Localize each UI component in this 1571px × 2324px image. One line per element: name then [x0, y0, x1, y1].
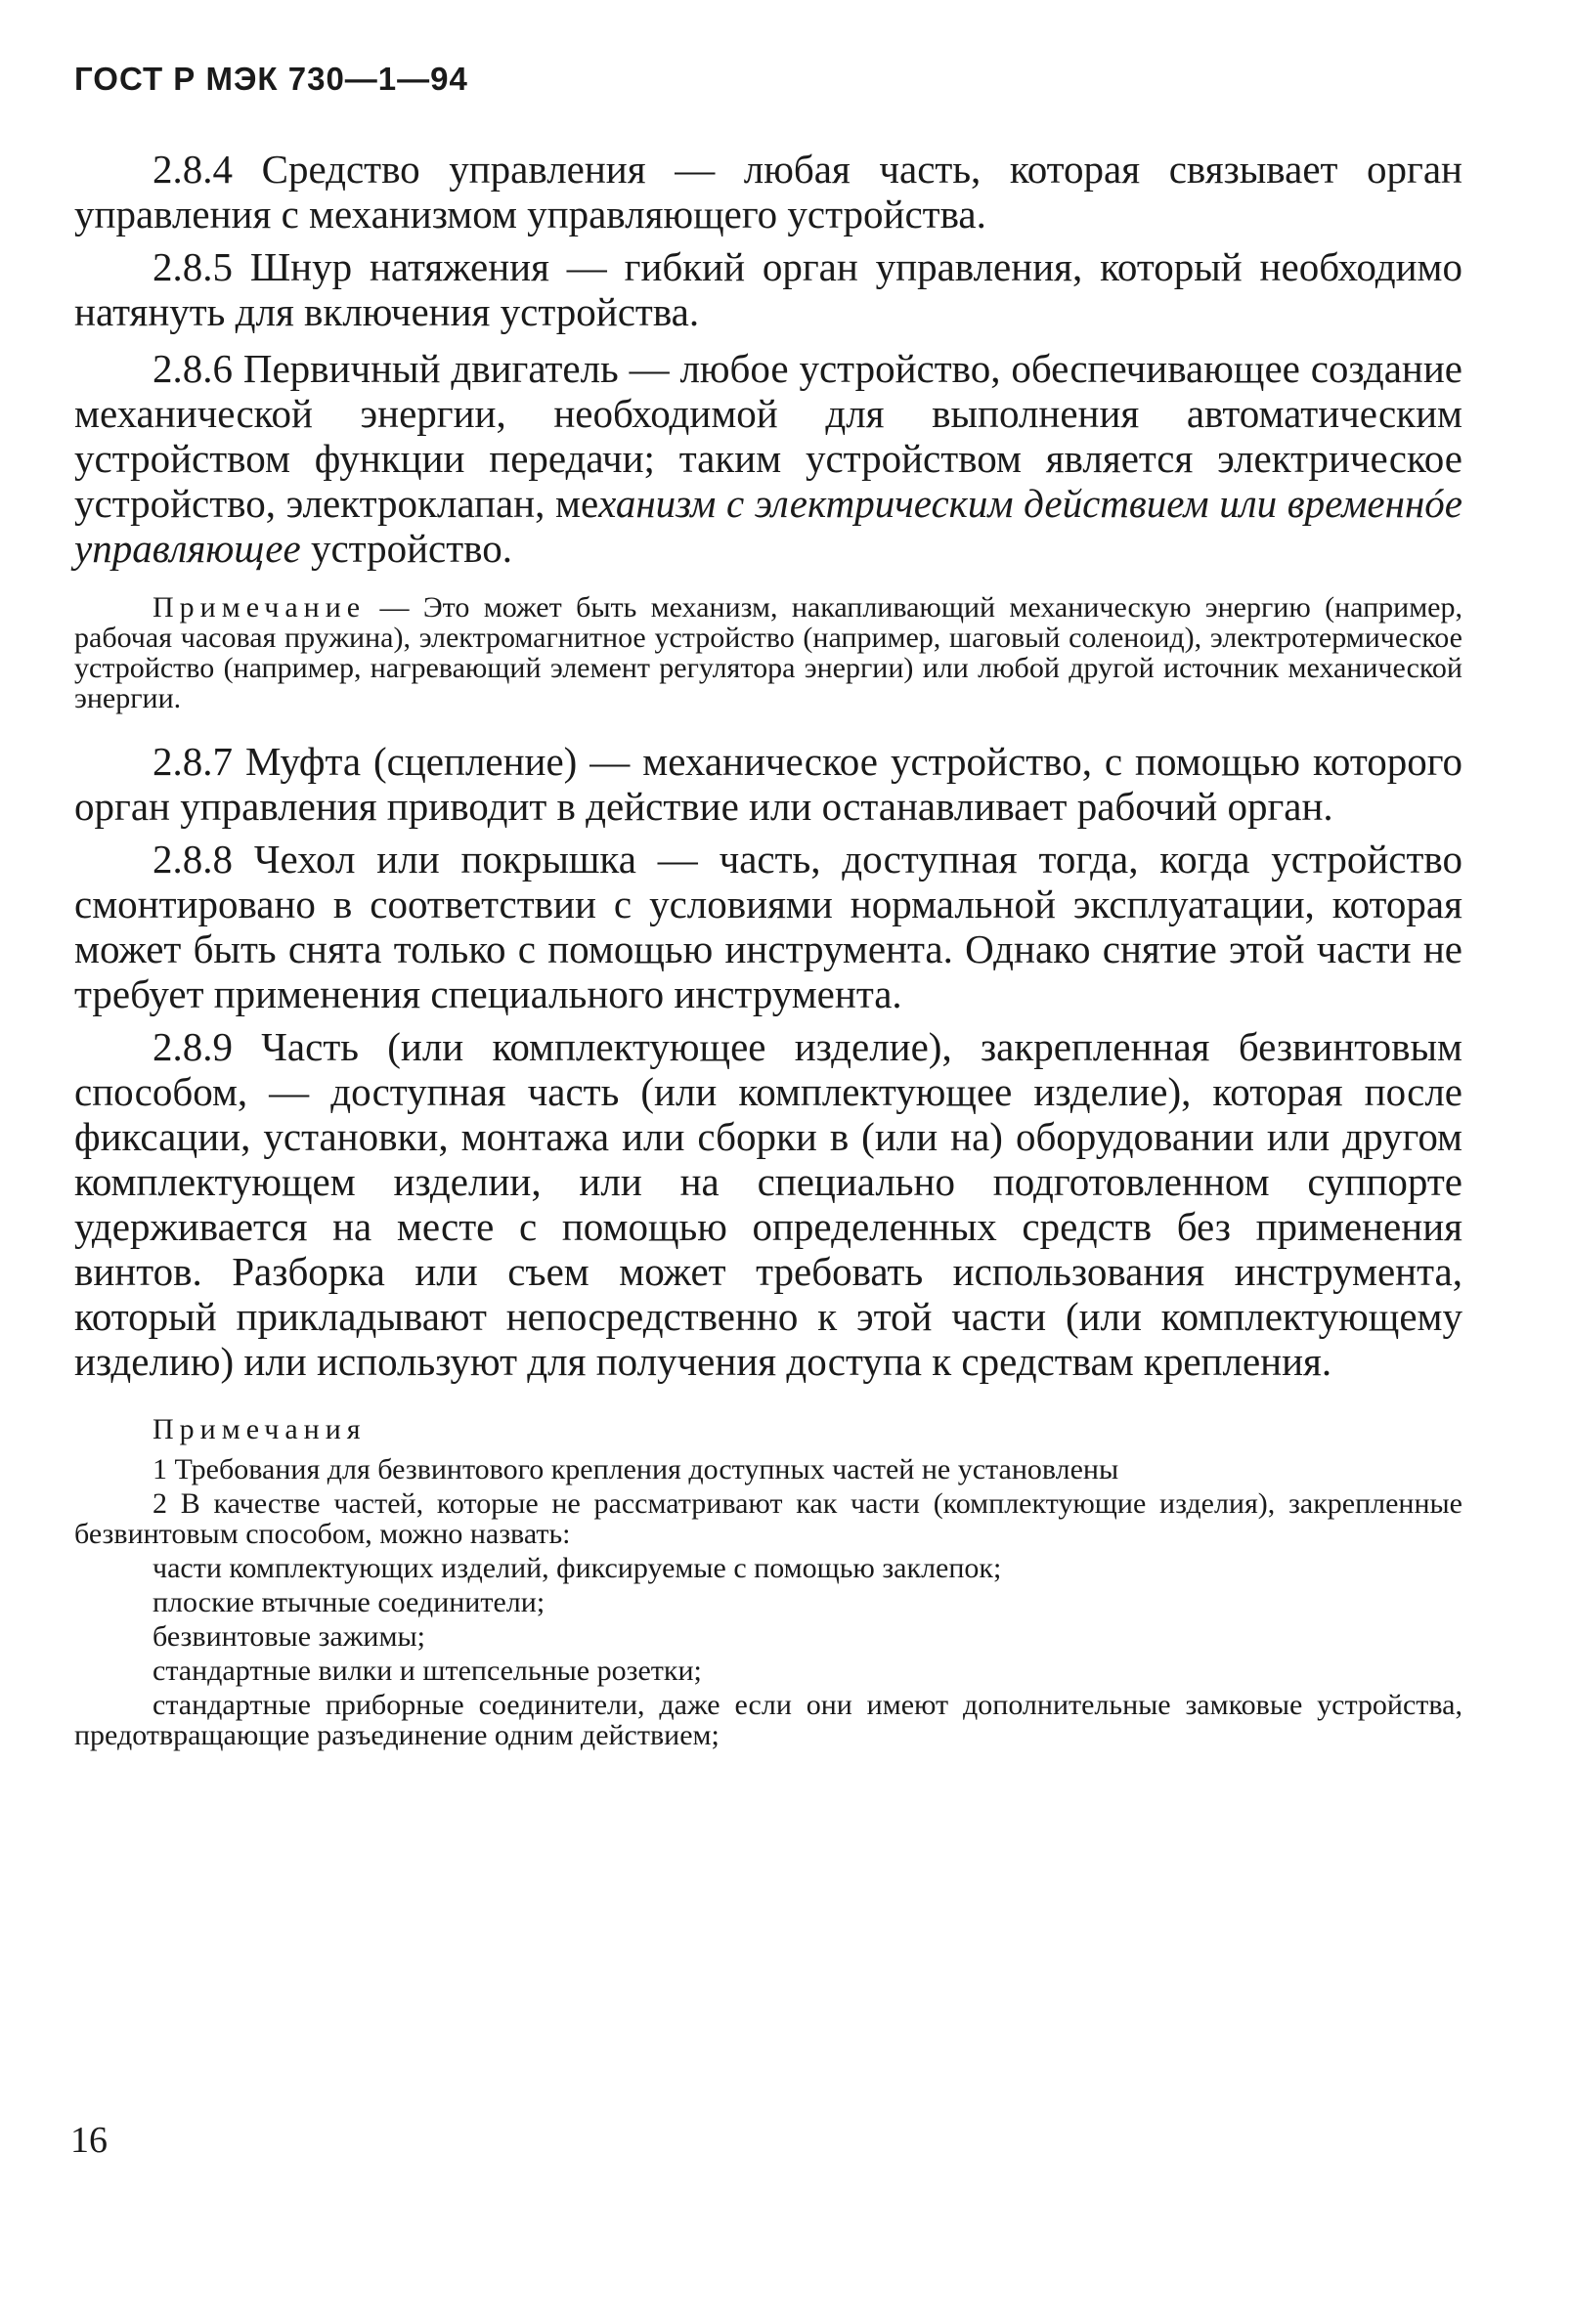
notes-item-1: 1 Требования для безвинтового крепления доступных частей не установлены [153, 1453, 1119, 1485]
clause-2-8-7: 2.8.7 Муфта (сцепление) — механическое устройство, с помощью которого орган управления приводит в действие или останавливает рабочий орган. [74, 739, 1462, 829]
clause-2-8-6-text: 2.8.6 Первичный двигатель — любое устройство, обеспечивающее создание механической энергии, необходимой для выполнения автоматическим устройством функции передачи; таким устройством является электрическое устройство, электроклапан, ме [74, 346, 1462, 526]
notes-list-item: плоские втычные соединители; [153, 1586, 545, 1618]
clause-2-8-9: 2.8.9 Часть (или комплектующее изделие), закрепленная безвинтовым способом, — доступная часть (или комплектующее изделие), которая после фиксации, установки, монтажа или сборки в (или на) оборудовании или другом комплектующем изделии, или на специально подготовленном суппорте удерживается на месте с помощью определенных средств без применения винтов. Разборка или съем может требовать использования инструмента, который прикладывают непосредственно к этой части (или комплектующему изделию) или используют для получения доступа к средствам крепления. [74, 1024, 1462, 1384]
notes-list-item: части комплектующих изделий, фиксируемые с помощью заклепок; [153, 1552, 1002, 1584]
clause-2-8-4: 2.8.4 Средство управления — любая часть, которая связывает орган управления с механизмом управляющего устройства. [74, 147, 1462, 237]
document-body [74, 147, 1462, 1754]
note-clause-2-8-6 [74, 592, 1462, 713]
note-label: Примечание [153, 591, 367, 624]
notes-item-2: 2 В качестве частей, которые не рассматривают как части (комплектующие изделия), закрепленные безвинтовым способом, можно назвать: [74, 1487, 1462, 1550]
notes-list-item: стандартные вилки и штепсельные розетки; [153, 1655, 702, 1687]
notes-list-item: безвинтовые зажимы; [153, 1620, 425, 1653]
page-number: 16 [70, 2120, 108, 2161]
clause-2-8-6-italic-text: ханизм с электрическим действием или временнóе управляющее [74, 481, 1462, 571]
standard-header: ГОСТ Р МЭК 730—1—94 [74, 61, 468, 97]
notes-heading: Примечания [153, 1413, 367, 1445]
notes-list-item: стандартные приборные соединители, даже если они имеют дополнительные замковые устройства, предотвращающие разъединение одним действием; [74, 1689, 1462, 1751]
clause-2-8-6 [74, 346, 1462, 571]
clause-2-8-8: 2.8.8 Чехол или покрышка — часть, доступная тогда, когда устройство смонтировано в соответствии с условиями нормальной эксплуатации, которая может быть снята только с помощью инструмента. Однако снятие этой части не требует применения специального инструмента. [74, 837, 1462, 1016]
note-text: — Это может быть механизм, накапливающий механическую энергию (например, рабочая часовая пружина), электромагнитное устройство (например, шаговый соленоид), электротермическое устройство (например, нагревающий элемент регулятора энергии) или любой другой источник механической энергии. [74, 591, 1462, 714]
clause-2-8-6-end-text: устройство. [300, 526, 512, 571]
clause-2-8-5: 2.8.5 Шнур натяжения — гибкий орган управления, который необходимо натянуть для включения устройства. [74, 244, 1462, 334]
